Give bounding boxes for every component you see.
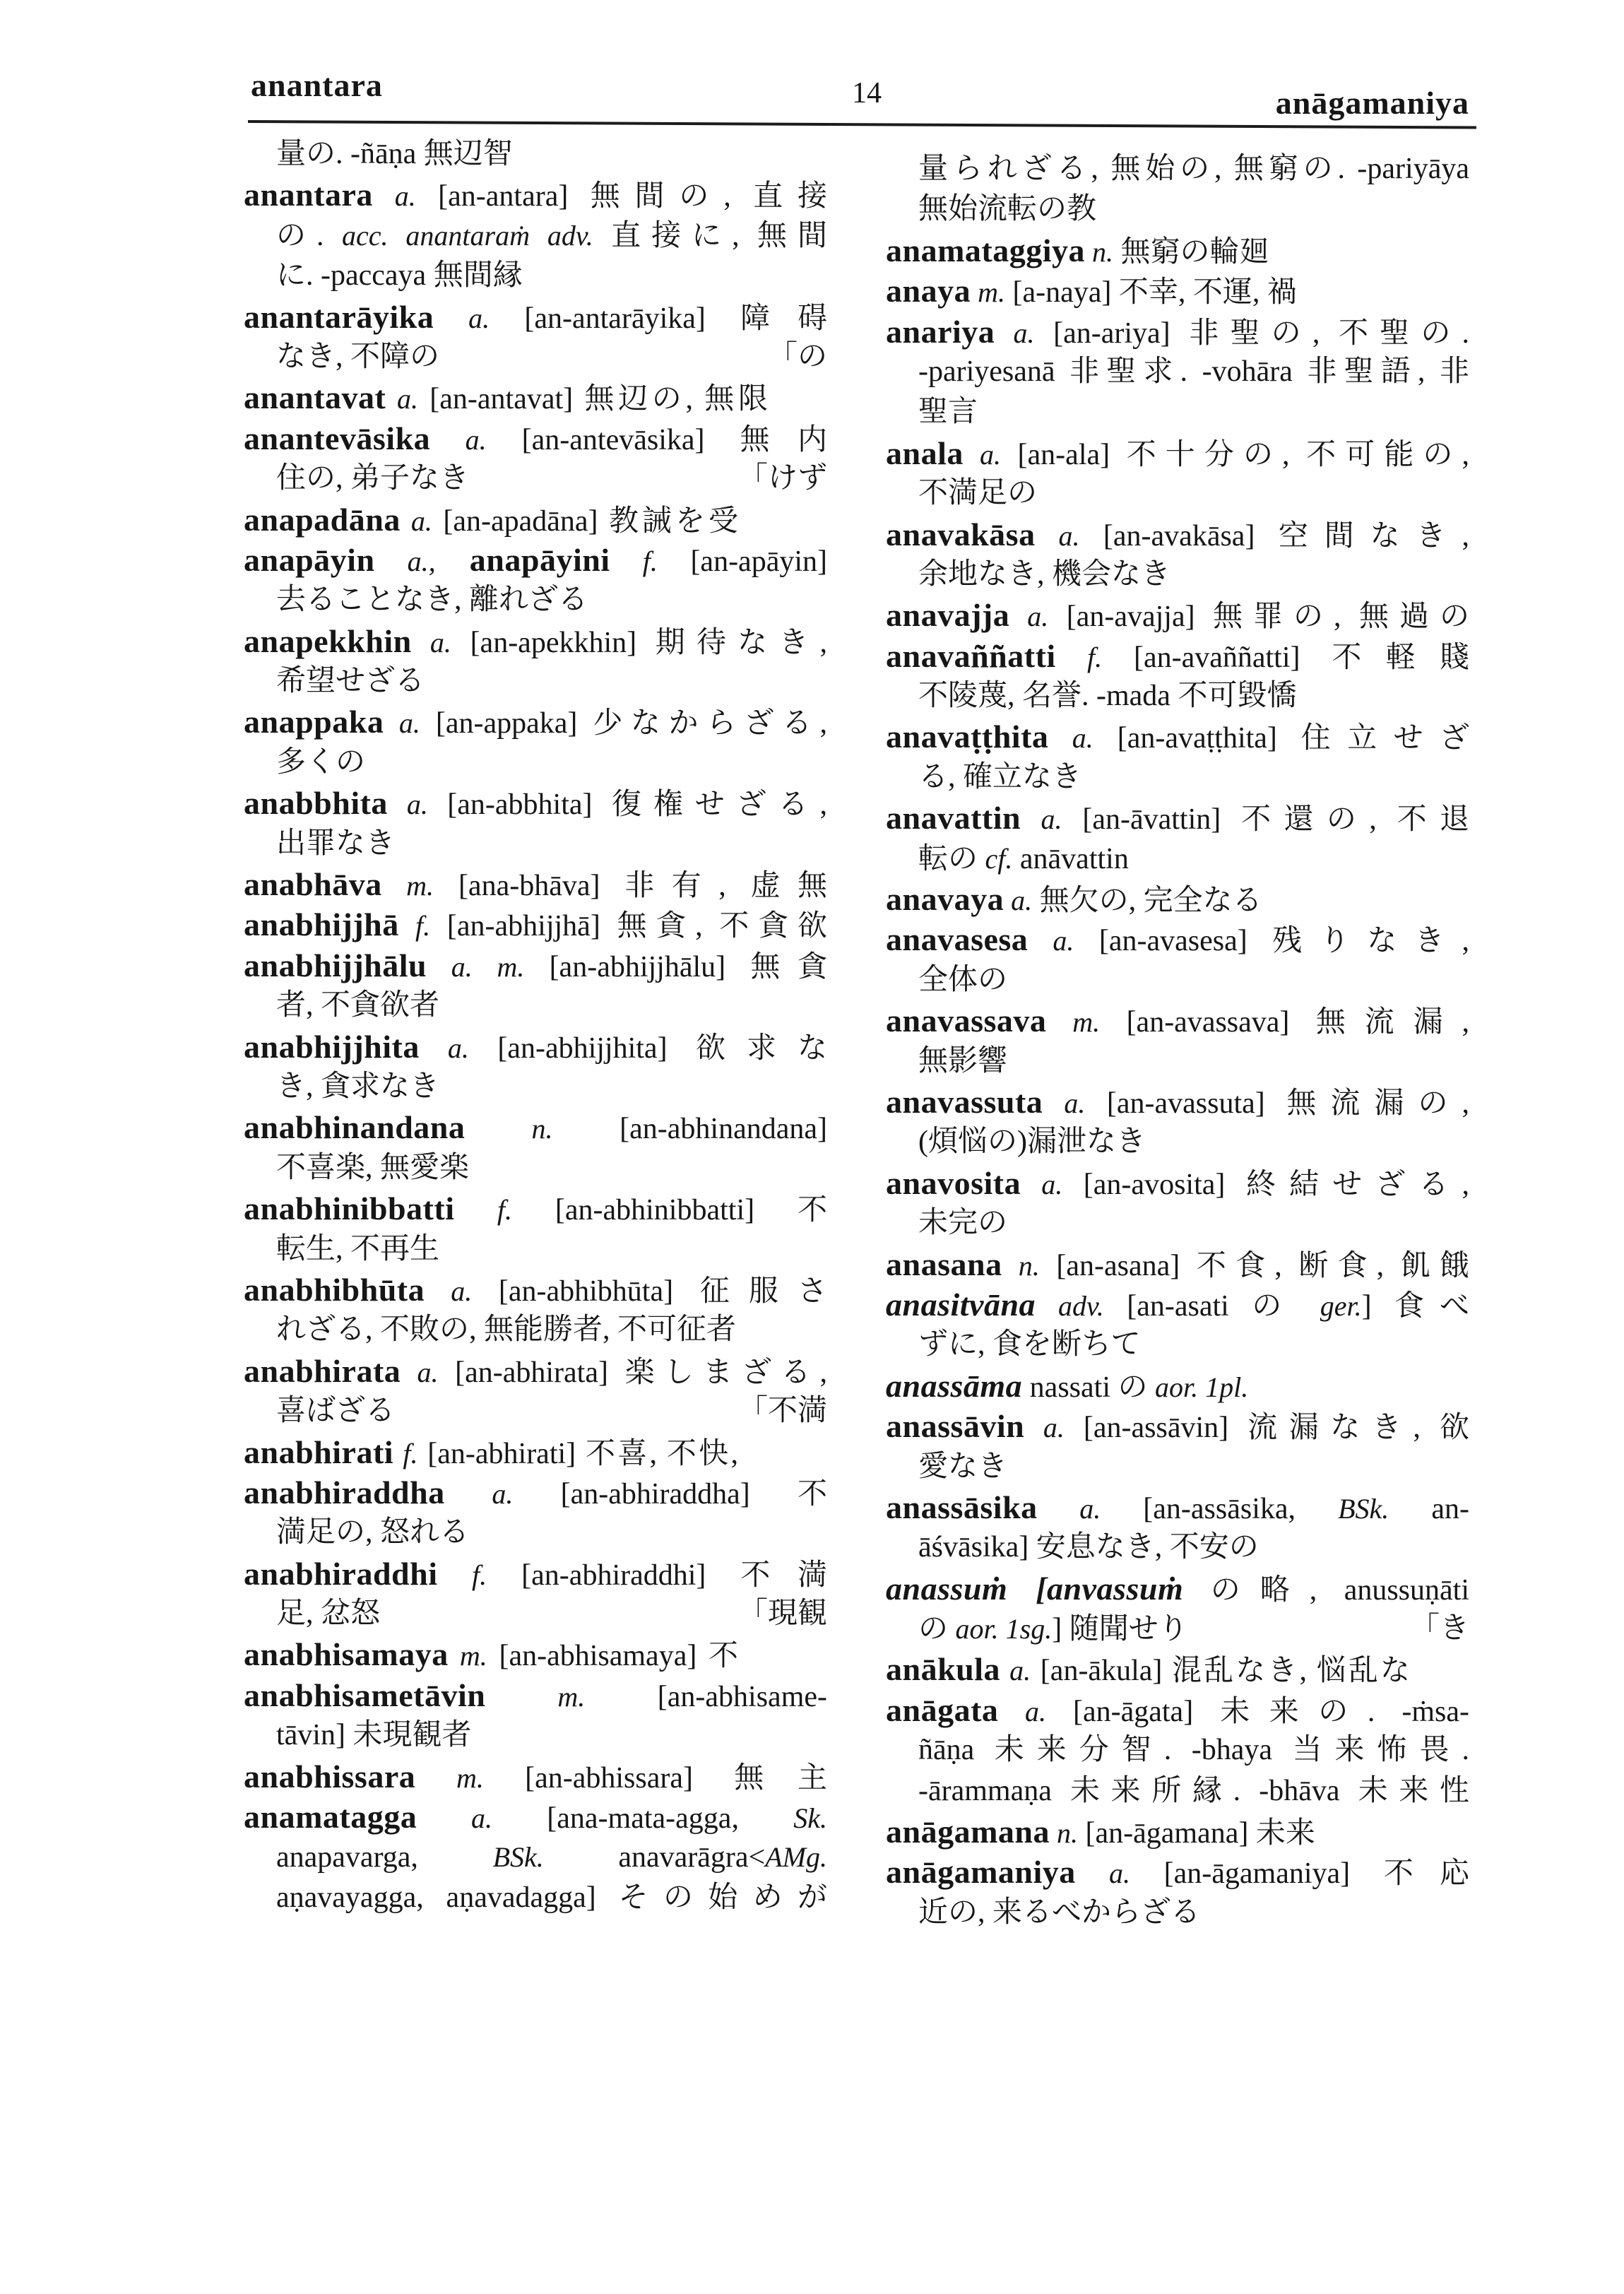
entry-continuation-line bbox=[244, 986, 827, 1026]
headword: anabhinibbatti bbox=[244, 1190, 455, 1227]
grammar-label: aor. 1pl. bbox=[1154, 1371, 1249, 1403]
grammar-label: AMg. bbox=[765, 1841, 827, 1874]
entry-line bbox=[244, 1351, 827, 1391]
definition-text: [an-appaka] 少なからざる, bbox=[420, 707, 827, 740]
entry-line bbox=[886, 1690, 1469, 1730]
left-column bbox=[244, 134, 827, 1918]
definition-text: 全体の bbox=[918, 963, 1008, 996]
carry-over-fragment: 「き bbox=[1409, 1612, 1469, 1645]
grammar-label: m. bbox=[1046, 1006, 1101, 1039]
definition-text: [an-abhiraddhi] 不満 bbox=[487, 1559, 827, 1592]
headword: anantara bbox=[244, 177, 373, 213]
right-column bbox=[886, 149, 1469, 1933]
grammar-label: f. bbox=[454, 1194, 512, 1226]
entry-continuation-line bbox=[244, 1148, 827, 1188]
headword: anapadāna bbox=[244, 501, 401, 538]
definition-text: [an-avakāsa] 空間なき, bbox=[1079, 519, 1470, 552]
entry-line bbox=[886, 433, 1469, 473]
left-guide-word: anantara bbox=[251, 67, 383, 103]
definition-text: 不喜楽, 無愛楽 bbox=[276, 1151, 470, 1184]
definition-text: 住の, 弟子なき bbox=[276, 462, 470, 495]
headword: anaya bbox=[886, 273, 971, 309]
definition-text: 無欠の, 完全なる bbox=[1032, 885, 1262, 918]
entry-line bbox=[244, 1554, 827, 1594]
definition-text: の略, anussuṇāti bbox=[1183, 1573, 1470, 1607]
headword: anassāsika bbox=[886, 1489, 1038, 1525]
definition-text: -ārammaṇa 未来所縁. -bhāva 未来性 bbox=[918, 1774, 1469, 1807]
headword: anavosita bbox=[886, 1164, 1021, 1201]
grammar-label: a. bbox=[401, 1356, 439, 1388]
headword: anabhirati bbox=[244, 1433, 394, 1470]
headword: anākula bbox=[886, 1651, 1001, 1688]
headword: anabbhita bbox=[244, 785, 388, 822]
definition-text: [an-abhirata] 楽しまざる, bbox=[438, 1356, 827, 1389]
definition-text: [an-apekkhin] 期待なき, bbox=[451, 626, 828, 659]
definition-text: 不満足の bbox=[918, 477, 1038, 510]
headword: anapekkhin bbox=[244, 622, 412, 659]
definition-text: 未完の bbox=[918, 1207, 1008, 1240]
entry-continuation-line bbox=[244, 1878, 827, 1918]
definition-text: [an-avassuta] 無流漏の, bbox=[1085, 1087, 1469, 1120]
entry-line bbox=[886, 1406, 1469, 1446]
entry-continuation-line bbox=[886, 676, 1469, 716]
grammar-label: n. bbox=[1085, 235, 1113, 268]
definition-text: [an-abhissara] 無主 bbox=[483, 1761, 827, 1795]
grammar-label: a. bbox=[995, 317, 1035, 349]
definition-text: 多くの bbox=[276, 745, 366, 779]
definition-text: [an-avassava] 無流漏, bbox=[1100, 1006, 1469, 1039]
definition-text: [an-avaññatti] 不軽賤 bbox=[1102, 641, 1469, 674]
headword: anamataggiya bbox=[886, 232, 1085, 268]
entry-line bbox=[244, 175, 827, 215]
grammar-label: a. m. bbox=[427, 950, 525, 983]
entry-line bbox=[886, 271, 1469, 311]
grammar-label: a. bbox=[417, 1802, 493, 1835]
definition-text: ñāṇa 未来分智. -bhaya 当来怖畏. bbox=[918, 1734, 1469, 1767]
headword: anappaka bbox=[244, 704, 384, 740]
definition-text: 転の bbox=[918, 842, 985, 875]
grammar-label: a., bbox=[374, 545, 436, 577]
headword: anavaṭṭhita bbox=[886, 719, 1049, 755]
entry-continuation-line bbox=[886, 555, 1469, 595]
headword: anamatagga bbox=[244, 1799, 417, 1835]
entry-line bbox=[886, 514, 1469, 555]
entry-continuation-line bbox=[886, 352, 1469, 392]
entry-line bbox=[244, 377, 827, 418]
headword: anariya bbox=[886, 313, 995, 350]
entry-line bbox=[244, 783, 827, 823]
grammar-label: a. bbox=[1028, 925, 1074, 957]
headword: anabhisametāvin bbox=[244, 1677, 486, 1713]
entry-line bbox=[886, 1568, 1469, 1609]
definition-text: 無始流転の教 bbox=[918, 193, 1097, 226]
grammar-label: a. bbox=[434, 302, 490, 334]
definition-text: anavarāgra< bbox=[543, 1841, 766, 1874]
grammar-label: a. bbox=[411, 626, 451, 658]
headword: anasana bbox=[886, 1246, 1002, 1282]
entry-continuation-line bbox=[886, 757, 1469, 798]
grammar-label: acc. anantaraṁ adv. bbox=[341, 219, 593, 252]
entry-continuation-line bbox=[886, 473, 1469, 514]
definition-text: -pariyesanā 非聖求. -vohāra 非聖語, 非 bbox=[918, 355, 1469, 388]
entry-continuation-line bbox=[886, 149, 1469, 189]
definition-text: 余地なき, 機会なき bbox=[918, 557, 1171, 591]
headword: anabhiraddhi bbox=[244, 1555, 438, 1592]
definition-text: 量られざる, 無始の, 無窮の. -pariyāya bbox=[918, 153, 1469, 185]
entry-line bbox=[886, 919, 1469, 959]
definition-text: [ana-mata-agga, bbox=[492, 1802, 794, 1835]
entry-line bbox=[244, 621, 827, 661]
entry-line bbox=[886, 636, 1469, 676]
grammar-label: a. bbox=[386, 383, 419, 415]
entry-continuation-line bbox=[244, 580, 827, 620]
definition-text: 希望せざる bbox=[276, 665, 425, 698]
headword: anabhijjhita bbox=[244, 1028, 420, 1065]
entry-line bbox=[886, 1163, 1469, 1203]
definition-text: [an-ākula] 混乱なき, 悩乱な bbox=[1031, 1655, 1410, 1688]
entry-line bbox=[244, 945, 827, 986]
definition-text: [an-abhinandana] bbox=[552, 1113, 827, 1146]
definition-text: [an-antarāyika] 障碍 bbox=[490, 302, 827, 335]
definition-text: 去ることなき, 離れざる bbox=[276, 584, 588, 617]
entry-continuation-line bbox=[244, 1067, 827, 1107]
definition-text: [an-abhinibbatti] 不 bbox=[511, 1194, 827, 1227]
headword: anassāvin bbox=[886, 1408, 1025, 1445]
right-guide-word: anāgamaniya bbox=[1275, 85, 1469, 121]
definition-text: き, 貪求なき bbox=[276, 1070, 440, 1103]
entry-line bbox=[244, 499, 827, 540]
entry-line bbox=[244, 1107, 827, 1147]
headword: anabhijjhā bbox=[244, 906, 399, 943]
definition-text: anapavarga, bbox=[276, 1841, 493, 1874]
grammar-label: a. bbox=[963, 438, 1001, 471]
grammar-label: a. bbox=[1000, 1655, 1031, 1687]
definition-text: [an-āvattin] 不還の, 不退 bbox=[1062, 803, 1469, 836]
headword: anapāyin bbox=[244, 541, 375, 578]
definition-text: [ana-bhāva] 非有, 虚無 bbox=[434, 870, 827, 903]
definition-text: 喜ばざる bbox=[276, 1395, 396, 1428]
definition-text: [an-asana] 不食, 断食, 飢餓 bbox=[1039, 1249, 1469, 1282]
grammar-label: m. bbox=[971, 276, 1005, 309]
carry-over-fragment: 「の bbox=[767, 340, 827, 373]
grammar-label: a. bbox=[1043, 1087, 1086, 1119]
entry-line bbox=[886, 879, 1469, 919]
headword: anabhāva bbox=[244, 866, 382, 903]
definition-text: に. -paccaya 無間縁 bbox=[276, 259, 523, 292]
entry-line bbox=[244, 1675, 827, 1715]
definition-text: ] 随聞せり bbox=[1052, 1613, 1188, 1646]
entry-line bbox=[886, 1649, 1469, 1689]
definition-text: [an-abhiraddha] 不 bbox=[513, 1477, 827, 1510]
grammar-label: a. bbox=[1021, 803, 1062, 836]
entry-line bbox=[886, 1487, 1469, 1527]
grammar-label: a. bbox=[1009, 601, 1049, 633]
grammar-label: a. bbox=[1024, 1412, 1065, 1444]
headword: anāgamaniya bbox=[886, 1854, 1076, 1891]
entry-line bbox=[886, 312, 1469, 352]
definition-text: [an-āgamana] 未来 bbox=[1077, 1817, 1315, 1850]
definition-text: [an-āgata] 未来の. -ṁsa- bbox=[1045, 1695, 1470, 1728]
entry-line bbox=[886, 1284, 1469, 1325]
entry-line bbox=[244, 1797, 827, 1837]
entry-line bbox=[244, 1027, 827, 1067]
grammar-label: a. bbox=[1075, 1857, 1130, 1890]
entry-continuation-line bbox=[886, 1609, 1469, 1649]
grammar-label: adv. bbox=[1036, 1289, 1104, 1322]
grammar-label: ger. bbox=[1320, 1289, 1362, 1322]
entry-line bbox=[886, 1852, 1469, 1892]
entry-continuation-line bbox=[886, 1893, 1469, 1933]
grammar-label: a. bbox=[425, 1275, 473, 1307]
entry-line bbox=[886, 230, 1469, 271]
entry-continuation-line bbox=[886, 1041, 1469, 1082]
grammar-label: m. bbox=[415, 1761, 484, 1794]
definition-text: an- bbox=[1389, 1492, 1469, 1525]
entry-continuation-line bbox=[886, 1730, 1469, 1770]
headword: anavattin bbox=[886, 800, 1021, 836]
definition-text: 近の, 来るべからざる bbox=[918, 1896, 1201, 1929]
definition-text: 者, 不貪欲者 bbox=[276, 989, 440, 1022]
definition-text: 転生, 不再生 bbox=[276, 1232, 440, 1265]
definition-text: [an-abhisamaya] 不 bbox=[487, 1640, 738, 1673]
definition-text: 無影響 bbox=[918, 1044, 1008, 1077]
entry-continuation-line bbox=[244, 337, 827, 377]
grammar-label: a. bbox=[1048, 722, 1093, 755]
headword: anāgata bbox=[886, 1691, 999, 1728]
carry-over-fragment: 「現観 bbox=[737, 1597, 827, 1631]
grammar-label: m. bbox=[381, 870, 434, 902]
entry-continuation-line bbox=[244, 215, 827, 256]
headword: anavaññatti bbox=[886, 637, 1056, 674]
definition-text: [an-antavat] 無辺の, 無限 bbox=[418, 383, 768, 416]
definition-text: の. bbox=[276, 219, 342, 252]
headword-inflected-form: anasitvāna bbox=[886, 1286, 1036, 1323]
carry-over-fragment: 「けず bbox=[737, 462, 827, 495]
grammar-label: BSk. bbox=[1338, 1492, 1389, 1525]
headword-inflected-form: anassuṁ [anvassuṁ bbox=[886, 1570, 1184, 1607]
entry-continuation-line bbox=[244, 661, 827, 702]
definition-text: āśvāsika] 安息なき, 不安の bbox=[918, 1531, 1259, 1564]
entry-line bbox=[244, 1472, 827, 1513]
entry-line bbox=[244, 864, 827, 904]
headword: anabhissara bbox=[244, 1758, 416, 1795]
grammar-label: a. bbox=[419, 1031, 469, 1064]
entry-continuation-line bbox=[244, 743, 827, 783]
definition-text: [an-ala] 不十分の, 不可能の, bbox=[1000, 438, 1469, 471]
entry-continuation-line bbox=[886, 189, 1469, 230]
page-number: 14 bbox=[852, 77, 882, 110]
headword: anavassava bbox=[886, 1003, 1047, 1039]
headword: anantarāyika bbox=[244, 298, 434, 335]
headword: anabhirata bbox=[244, 1352, 401, 1389]
entry-continuation-line bbox=[244, 1391, 827, 1431]
definition-text: [an-avaṭṭhita] 住立せざ bbox=[1093, 722, 1470, 755]
headword: anabhisamaya bbox=[244, 1636, 449, 1673]
grammar-label: a. bbox=[1004, 885, 1033, 917]
definition-text: [an-abhirati] 不喜, 不快, bbox=[417, 1437, 738, 1470]
definition-text: tāvin] 未現観者 bbox=[276, 1719, 472, 1752]
headword: anavasesa bbox=[886, 921, 1029, 958]
definition-text: [an-asati の bbox=[1103, 1289, 1320, 1323]
entry-line bbox=[886, 595, 1469, 635]
grammar-label: f. bbox=[1055, 641, 1103, 673]
definition-text: れざる, 不敗の, 無能勝者, 不可征者 bbox=[276, 1313, 737, 1347]
entry-continuation-line bbox=[244, 1837, 827, 1877]
entry-line bbox=[886, 1244, 1469, 1284]
definition-text: 出罪なき bbox=[276, 827, 396, 860]
carry-over-fragment: 「不満 bbox=[737, 1395, 827, 1428]
header-rule bbox=[248, 120, 1476, 129]
grammar-label: a. bbox=[384, 707, 420, 740]
definition-text: 満足の, 怒れる bbox=[276, 1516, 470, 1549]
grammar-label: a. bbox=[387, 788, 428, 821]
definition-text: [an-avasesa] 残りなき, bbox=[1074, 925, 1469, 958]
headword: anavaya bbox=[886, 881, 1004, 918]
grammar-label: m. bbox=[485, 1680, 586, 1713]
definition-text: [an-antara] 無間の, 直接 bbox=[415, 180, 828, 213]
entry-continuation-line bbox=[244, 1594, 827, 1634]
headword: anala bbox=[886, 434, 964, 471]
entry-continuation-line bbox=[886, 1527, 1469, 1568]
definition-text: [an-avajja] 無罪の, 無過の bbox=[1048, 601, 1470, 634]
definition-text: 愛なき bbox=[918, 1450, 1008, 1483]
definition-text: 足, 忿怒 bbox=[276, 1597, 381, 1631]
definition-text: 聖言 bbox=[918, 396, 978, 429]
headword: anabhijjhālu bbox=[244, 947, 427, 983]
headword: anabhiraddha bbox=[244, 1474, 445, 1510]
entry-line bbox=[244, 1756, 827, 1797]
definition-text: [an-assāsika, bbox=[1101, 1492, 1339, 1525]
grammar-label: BSk. bbox=[492, 1841, 544, 1874]
entry-line bbox=[886, 798, 1469, 838]
entry-continuation-line bbox=[886, 1447, 1469, 1487]
entry-line bbox=[244, 1432, 827, 1472]
entry-continuation-line bbox=[244, 134, 827, 175]
definition-text: [an-abbhita] 復権せざる, bbox=[427, 788, 827, 822]
entry-continuation-line bbox=[244, 1715, 827, 1756]
entry-line bbox=[886, 1366, 1469, 1406]
definition-text: nassati の bbox=[1022, 1371, 1155, 1404]
definition-text: 無窮の輪廻 bbox=[1113, 235, 1269, 268]
definition-text: 不陵蔑, 名誉. -mada 不可毀憍 bbox=[918, 680, 1297, 713]
entry-continuation-line bbox=[244, 1513, 827, 1553]
entry-line bbox=[244, 297, 827, 337]
entry-continuation-line bbox=[244, 256, 827, 296]
entry-line bbox=[886, 1811, 1469, 1852]
grammar-label: f. bbox=[437, 1559, 487, 1591]
definition-text: [an-āgamaniya] 不応 bbox=[1130, 1857, 1469, 1891]
grammar-label: f. bbox=[393, 1437, 418, 1470]
entry-line bbox=[886, 1082, 1469, 1122]
entry-continuation-line bbox=[244, 1310, 827, 1350]
entry-line bbox=[244, 418, 827, 459]
definition-text: [an-ariya] 非聖の, 不聖の. bbox=[1034, 317, 1469, 350]
definition-text: 直接に, 無間 bbox=[593, 219, 827, 252]
grammar-label: n. bbox=[1049, 1817, 1078, 1850]
headword: anāgamana bbox=[886, 1814, 1050, 1850]
headword: anabhibhūta bbox=[244, 1271, 425, 1308]
entry-line bbox=[244, 1188, 827, 1229]
entry-continuation-line bbox=[886, 839, 1469, 879]
entry-continuation-line bbox=[886, 392, 1469, 432]
entry-continuation-line bbox=[244, 459, 827, 499]
entry-continuation-line bbox=[886, 1203, 1469, 1243]
grammar-label: a. bbox=[372, 180, 416, 213]
grammar-label: a. bbox=[400, 504, 432, 537]
grammar-label: f. bbox=[398, 910, 431, 942]
definition-text: の bbox=[918, 1613, 956, 1646]
grammar-label: a. bbox=[444, 1477, 514, 1510]
definition-text: [an-avosita] 終結せざる, bbox=[1062, 1168, 1469, 1201]
definition-text: なき, 不障の bbox=[276, 340, 440, 373]
grammar-label: n. bbox=[1002, 1249, 1040, 1282]
grammar-label: f. bbox=[610, 545, 658, 577]
definition-text: [an-antevāsika] 無内 bbox=[486, 423, 827, 456]
headword: anabhinandana bbox=[244, 1109, 466, 1146]
grammar-label: aor. 1sg. bbox=[955, 1613, 1053, 1645]
definition-text: anāvattin bbox=[1012, 842, 1129, 875]
headword: anavassuta bbox=[886, 1083, 1043, 1120]
headword: anantevāsika bbox=[244, 420, 431, 456]
definition-text: [an-apāyin] bbox=[657, 545, 827, 578]
entry-line bbox=[244, 904, 827, 945]
entry-continuation-line bbox=[886, 1325, 1469, 1365]
grammar-label: a. bbox=[1021, 1168, 1063, 1200]
definition-text: [an-assāvin] 流漏なき, 欲 bbox=[1064, 1412, 1469, 1445]
entry-line bbox=[244, 702, 827, 742]
grammar-label: a. bbox=[998, 1695, 1046, 1727]
headword: anantavat bbox=[244, 379, 386, 416]
grammar-label: cf. bbox=[985, 842, 1013, 875]
entry-continuation-line bbox=[886, 1122, 1469, 1162]
grammar-label: a. bbox=[1035, 519, 1080, 552]
entry-line bbox=[886, 716, 1469, 757]
definition-text: [an-abhijjhālu] 無貪 bbox=[524, 950, 828, 983]
definition-text: [an-apadāna] 教誡を受 bbox=[432, 504, 738, 538]
definition-text: [an-abhijjhā] 無貪, 不貪欲 bbox=[430, 910, 827, 943]
headword: anavajja bbox=[886, 597, 1010, 634]
headword: anavakāsa bbox=[886, 516, 1036, 552]
entry-line bbox=[886, 1000, 1469, 1041]
entry-continuation-line bbox=[886, 960, 1469, 1000]
grammar-label: n. bbox=[465, 1113, 553, 1145]
definition-text: [an-abhibhūta] 征服さ bbox=[472, 1275, 827, 1308]
entry-continuation-line bbox=[886, 1771, 1469, 1811]
definition-text: aṇavayagga, aṇavadagga] その始めが bbox=[276, 1881, 827, 1914]
definition-text: ] 食べ bbox=[1361, 1289, 1469, 1323]
definition-text: る, 確立なき bbox=[918, 760, 1082, 793]
grammar-label: Sk. bbox=[793, 1802, 827, 1835]
definition-text: [an-abhisame- bbox=[585, 1680, 827, 1713]
entry-continuation-line bbox=[244, 824, 827, 864]
grammar-label: m. bbox=[448, 1640, 487, 1672]
entry-continuation-line bbox=[244, 1229, 827, 1270]
headword-inflected-form: anassāma bbox=[886, 1367, 1023, 1404]
definition-text: 量の. -ñāṇa 無辺智 bbox=[276, 138, 513, 170]
entry-line bbox=[244, 1270, 827, 1310]
definition-text: (煩悩の)漏泄なき bbox=[918, 1125, 1146, 1159]
definition-text: [an-abhijjhita] 欲求な bbox=[468, 1031, 827, 1065]
definition-text: [a-naya] 不幸, 不運, 禍 bbox=[1004, 276, 1297, 309]
entry-line bbox=[244, 540, 827, 580]
entry-line bbox=[244, 1634, 827, 1674]
grammar-label: a. bbox=[1037, 1492, 1101, 1525]
headword: anapāyini bbox=[435, 541, 610, 578]
grammar-label: a. bbox=[430, 423, 487, 456]
definition-text: ずに, 食を断ちて bbox=[918, 1328, 1141, 1361]
